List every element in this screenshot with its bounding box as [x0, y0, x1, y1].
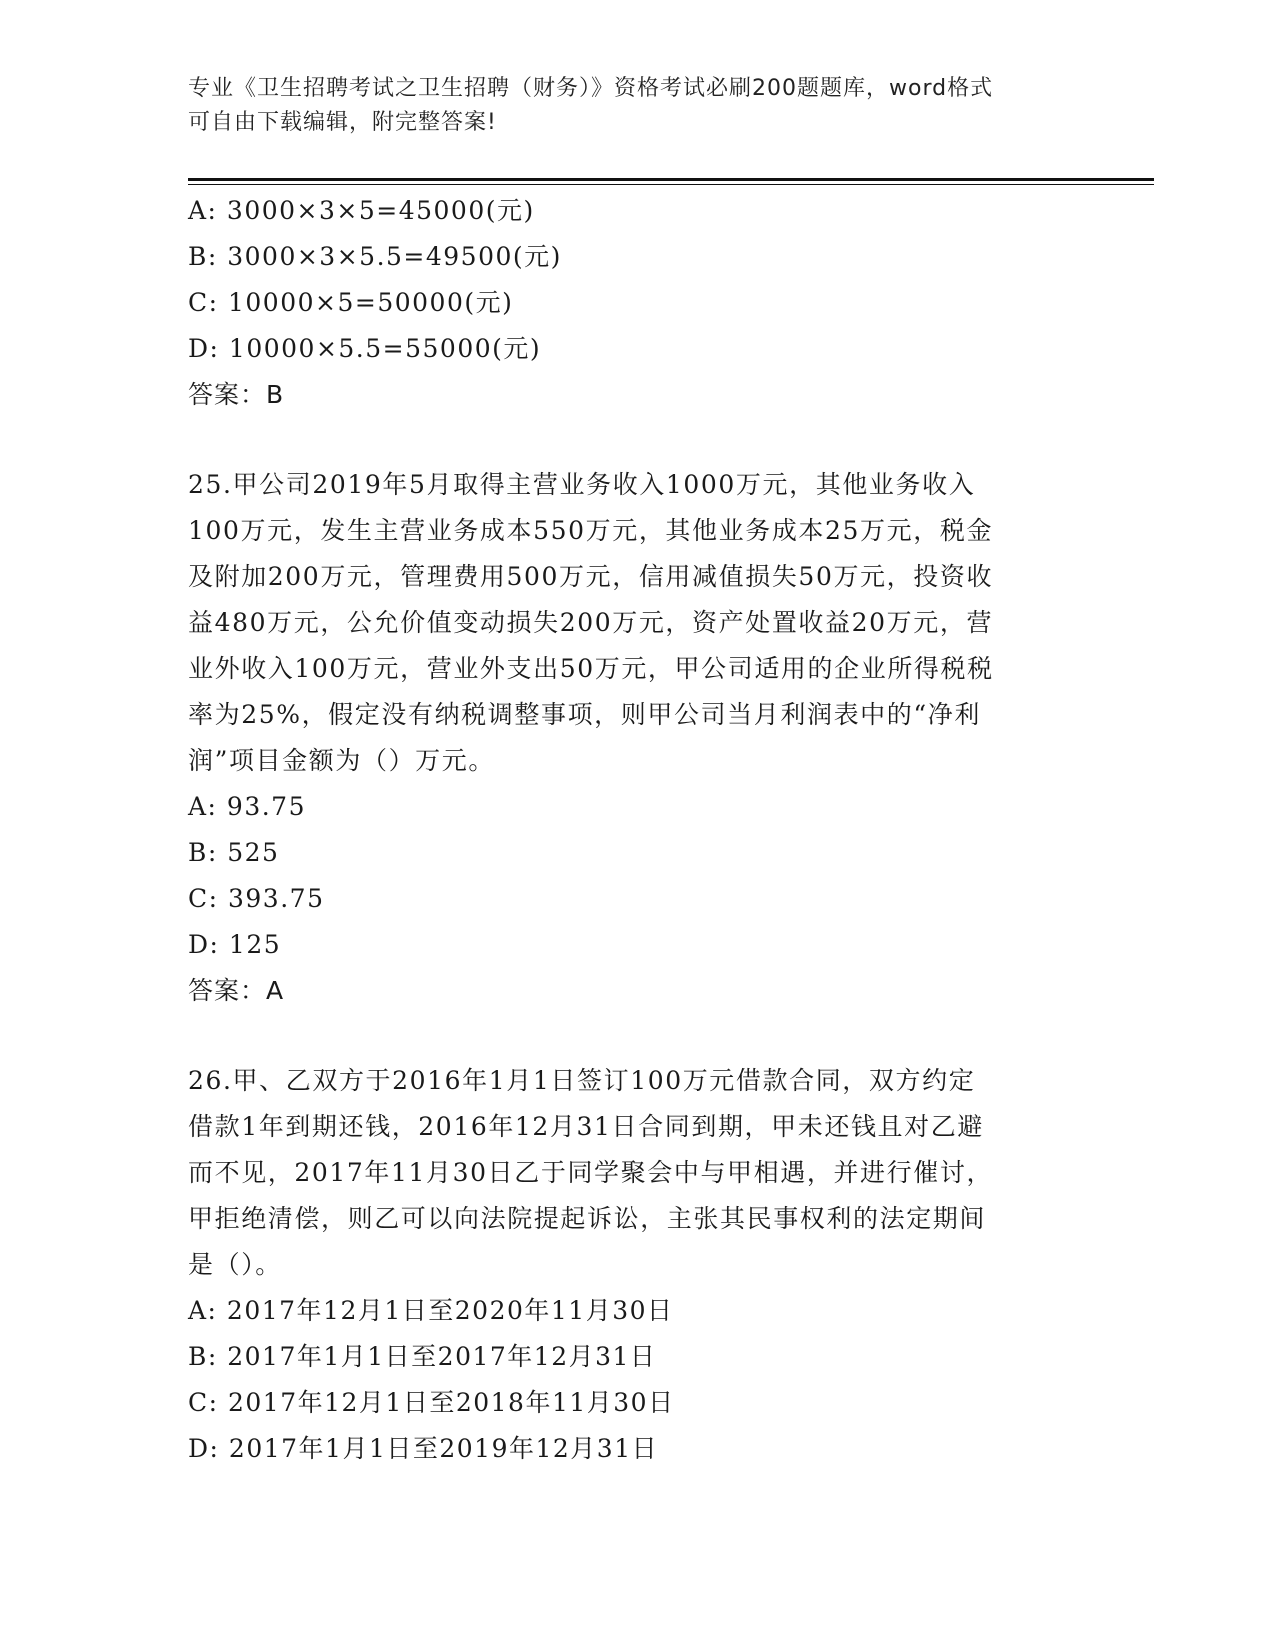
option-b: B: 3000×3×5.5=49500(元): [188, 242, 562, 271]
question-stem-line: 借款1年到期还钱，2016年12月31日合同到期，甲未还钱且对乙避: [188, 1112, 984, 1141]
option-d: D: 2017年1月1日至2019年12月31日: [188, 1434, 659, 1463]
spacer: [188, 1014, 1088, 1058]
question-26-block: [188, 1058, 1088, 1472]
header-line-2: 可自由下载编辑，附完整答案!: [188, 110, 497, 135]
question-stem-line: 业外收入100万元，营业外支出50万元，甲公司适用的企业所得税税: [188, 654, 994, 683]
question-25-block: [188, 462, 1088, 1014]
option-c: C: 2017年12月1日至2018年11月30日: [188, 1388, 675, 1417]
option-b: B: 2017年1月1日至2017年12月31日: [188, 1342, 657, 1371]
option-a: A: 3000×3×5=45000(元): [188, 196, 535, 225]
option-a: A: 93.75: [188, 792, 306, 821]
header-rule-thick: [188, 178, 1154, 181]
header-line-1: 专业《卫生招聘考试之卫生招聘（财务）》资格考试必刷200题题库，word格式: [188, 76, 994, 101]
option-b: B: 525: [188, 838, 280, 867]
question-stem-line: 益480万元，公允价值变动损失200万元，资产处置收益20万元，营: [188, 608, 994, 637]
option-c: C: 10000×5=50000(元): [188, 288, 514, 317]
question-stem-line: 率为25%，假定没有纳税调整事项，则甲公司当月利润表中的“净利: [188, 700, 981, 729]
question-stem-line: 及附加200万元，管理费用500万元，信用减值损失50万元，投资收: [188, 562, 994, 591]
answer-label: 答案：B: [188, 380, 285, 409]
option-d: D: 10000×5.5=55000(元): [188, 334, 542, 363]
spacer: [188, 418, 1088, 462]
option-d: D: 125: [188, 930, 282, 959]
question-stem-line: 26.甲、乙双方于2016年1月1日签订100万元借款合同，双方约定: [188, 1066, 976, 1095]
answer-label: 答案：A: [188, 976, 285, 1005]
header-rule-thin: [188, 184, 1154, 185]
page-header: [188, 72, 1078, 140]
question-content: [188, 188, 1088, 1472]
option-c: C: 393.75: [188, 884, 325, 913]
question-stem-line: 25.甲公司2019年5月取得主营业务收入1000万元，其他业务收入: [188, 470, 976, 499]
question-stem-line: 甲拒绝清偿，则乙可以向法院提起诉讼，主张其民事权利的法定期间: [188, 1204, 987, 1233]
option-a: A: 2017年12月1日至2020年11月30日: [188, 1296, 674, 1325]
question-24-block: [188, 188, 1088, 418]
question-stem-line: 是（）。: [188, 1250, 282, 1279]
question-stem-line: 100万元，发生主营业务成本550万元，其他业务成本25万元，税金: [188, 516, 994, 545]
question-stem-line: 而不见，2017年11月30日乙于同学聚会中与甲相遇，并进行催讨，: [188, 1158, 994, 1187]
question-stem-line: 润”项目金额为（）万元。: [188, 746, 495, 775]
